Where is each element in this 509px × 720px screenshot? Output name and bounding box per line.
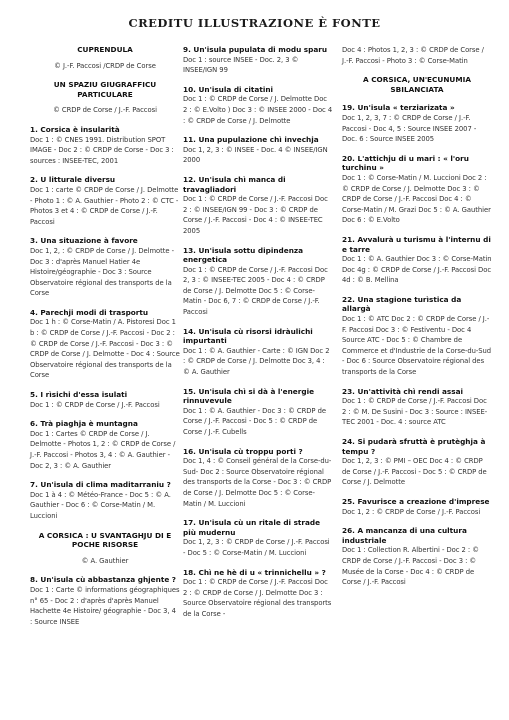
entry-credits: Doc 1 : © CRDP de Corse / J. Delmotte Doc 2 : © E.Volto ) Doc 3 : © INSEE 2000 - Doc 4 : © CRDP de Corse / J. Delmotte (183, 95, 333, 125)
entry-credits: Doc 1 : © CRDP de Corse / J.-F. Paccosi (30, 400, 160, 409)
entry-credits: Doc 1 : carte © CRDP de Corse / J. Delmotte - Photo 1 : © A. Gauthier - Photo 2 : © CTC - Photos 3 et 4 : © CRDP de Corse / J.-F. Paccosi (30, 185, 179, 226)
credit-entry (30, 419, 180, 471)
credit-entry (30, 175, 180, 227)
credit-entry (342, 45, 492, 66)
entry-credits: Doc 1 à 4 : © Météo-France - Doc 5 : © A. Gauthier - Doc 6 : © Corse-Matin / M. Luccioni (30, 490, 171, 520)
entry-credits: Doc 1, 2, 3, 7 : © CRDP de Corse / J.-F. Paccosi - Doc 4, 5 : Source INSEE 2007 - Doc. 6 : Source INSEE 2005 (342, 113, 477, 144)
entry-credits: Doc 1, 2, 3 : © PMI – OEC Doc 4 : © CRDP de Corse / J.-F. Paccosi - Doc 5 : © CRDP de Corse / J. Delmotte (342, 457, 487, 487)
entry-credits: Doc 1 : © CRDP de Corse / J.-F. Paccosi Doc 2 : © INSEE/IGN 99 - Doc 3 : © CRDP de Corse / J.-F. Paccosi - Doc 4 : © INSEE-TEC 2005 (183, 195, 328, 235)
entry-credits: Doc 1 : © CRDP de Corse / J.-F. Paccosi Doc 2, 3 : © INSEE-TEC 2005 - Doc 4 : © CRDP de Corse / J. Delmotte Doc 5 : © Corse-Matin - Doc 6, 7 : © CRDP de Corse / J.-F. Paccosi (183, 265, 328, 317)
credit-entry (342, 387, 492, 428)
credit-entry (342, 75, 492, 94)
credit-entry (183, 387, 333, 438)
credit-entry (342, 235, 492, 286)
entry-heading: 26. A mancanza di una cultura industriale (342, 526, 467, 545)
entry-credits: Doc 1 : source INSEE - Doc. 2, 3 © INSEE/IGN 99 (183, 55, 299, 75)
entry-credits: © J.-F. Paccosi /CRDP de Corse (54, 61, 156, 70)
credit-entry (30, 45, 180, 71)
column-3 (342, 45, 492, 597)
entry-heading: 16. Un'isula cù troppu porti ? (183, 446, 303, 456)
entry-heading: 10. Un'isula di citatini (183, 84, 274, 94)
entry-credits: Doc 1, 2 : © CRDP de Corse / J.-F. Paccosi (342, 507, 481, 516)
credit-entry (30, 480, 180, 521)
credit-entry (30, 236, 180, 299)
credit-entry (30, 531, 180, 567)
credit-entry (342, 526, 492, 588)
entry-heading: 23. Un'attività chì rendi assai (342, 386, 464, 396)
entry-heading: 15. Un'isula chì si dà à l'energie rinnuvevule (183, 386, 315, 406)
credit-entry (30, 308, 180, 381)
credit-entry (183, 447, 333, 510)
page-title: CREDITU ILLUSTRAZIONE È FONTE (128, 16, 381, 30)
credit-entry (183, 175, 333, 237)
entry-credits: Doc 1 : © A. Gauthier - Carte : © IGN Doc 2 : © CRDP de Corse / J. Delmotte Doc 3, 4 : © A. Gauthier (183, 346, 330, 377)
entry-heading: 9. Un'isula pupulata di modu sparu (183, 45, 328, 54)
credit-entry (183, 135, 333, 166)
entry-heading: 3. Una situazione à favore (30, 236, 138, 246)
entry-heading: 25. Favurisce a creazione d'imprese (342, 496, 490, 506)
section-heading: A CORSICA : U SVANTAGHJU DI E POCHE RISORSE (38, 530, 172, 550)
section-heading: A CORSICA, UN'ECUNUMIA SBILANCIATA (363, 75, 471, 94)
entry-credits: Doc 1, 2, 3 : © CRDP de Corse / J.-F. Paccosi - Doc 5 : © Corse-Matin / M. Luccioni (183, 538, 330, 557)
credit-entry (342, 437, 492, 488)
entry-heading: 12. Un'isula chì manca di travagliadori (183, 174, 286, 194)
entry-credits: Doc 1 : © A. Gauthier - Doc 3 : © CRDP de Corse / J.-F. Paccosi - Doc 5 : © CRDP de Corse / J.-F. Cubells (183, 406, 326, 436)
entry-credits: Doc 1 : © Corse-Matin / M. Luccioni Doc 2 : © CRDP de Corse / J. Delmotte Doc 3 : © CRDP de Corse / J.-F. Paccosi Doc 4 : © Corse-Matin / M. Grazi Doc 5 : © A. Gauthier Doc 6 : © E.Volto (342, 173, 491, 225)
entry-heading: 7. Un'isula di clima maditarraniu ? (30, 480, 171, 490)
credit-entry (342, 103, 492, 144)
entry-heading: 22. Una stagione turìstica da allargà (342, 294, 462, 314)
column-1 (30, 45, 180, 636)
credit-entry (30, 125, 180, 166)
entry-heading: 14. Un'isula cù risorsi idràulichi impurtanti (183, 326, 313, 346)
credit-entry (30, 575, 180, 627)
entry-heading: 2. U litturale diversu (30, 175, 116, 185)
entry-heading: 17. Un'isula cù un ritale di strade più mudernu (183, 518, 321, 537)
credit-entry (183, 518, 333, 558)
entry-heading: 20. L'attichju di u mari : « l'oru turchinu » (342, 153, 469, 173)
entry-credits: Doc 1, 4 : © Conseil général de la Corse-du-Sud- Doc 2 : Source Observatoire régional des transports de la Corse - Doc 3 : © CRDP de Corse / J. Delmotte Doc 5 : © Corse-Matin / M. Luccioni (183, 457, 332, 508)
entry-credits: Doc 1 : © ATC Doc 2 : © CRDP de Corse / J.-F. Paccosi Doc 3 : © Festiventu - Doc 4 Source ATC - Doc 5 : © Chambre de Commerce et d'Industrie de la Corse-du-Sud - Doc 6 : Source Observatoire régional des transports de la Corse (342, 315, 492, 377)
entry-heading: 24. Si pudarà sfruttà è prutèghja à tempu ? (342, 437, 486, 456)
entry-credits: Doc 1 : Cartes © CRDP de Corse / J. Delmotte - Photos 1, 2 : © CRDP de Corse / J.-F. Paccosi - Photos 3, 4 : © A. Gauthier - Doc 2, 3 : © A. Gauthier (30, 429, 176, 470)
entry-credits: Doc 1 h : © Corse-Matin / A. Pistoresi Doc 1 b : © CRDP de Corse / J.-F. Paccosi - Doc 2 : © CRDP de Corse / J.-F. Paccosi - Doc 3 : © CRDP de Corse / J. Delmotte - Doc 4 : Source Observatoire régional des transports de la Corse (30, 318, 180, 380)
credit-entry (30, 80, 180, 116)
entry-credits: © A. Gauthier (81, 556, 129, 565)
credit-entry (183, 327, 333, 378)
entry-credits: Doc 1 : © A. Gauthier Doc 3 : © Corse-Matin Doc 4g : © CRDP de Corse / J.-F. Paccosi Doc 4d : © B. Mellina (342, 255, 492, 285)
credit-entry (342, 497, 492, 517)
column-2 (183, 45, 333, 629)
entry-heading: 5. I rìsichi d'essa isulati (30, 390, 128, 400)
entry-heading: 11. Una pupulazione chì invechja (183, 135, 319, 145)
entry-credits: Doc 4 : Photos 1, 2, 3 : © CRDP de Corse / J.-F. Paccosi - Photo 3 : © Corse-Matin (342, 46, 484, 65)
credit-entry (342, 154, 492, 226)
entry-credits: Doc 1 : Carte © informations géographiques n° 65 - Doc 2 : d'après d'après Manuel Hachette 4e Histoire/ géographie - Doc 3, 4 : Source INSEE (30, 585, 180, 626)
section-heading: UN SPAZIU GIUGRAFFICU PARTICULARE (53, 80, 157, 99)
entry-credits: Doc 1 : © CNES 1991. Distribution SPOT IMAGE - Doc 2 : © CRDP de Corse - Doc 3 : sources : INSEE-TEC, 2001 (30, 135, 174, 165)
entry-heading: 8. Un'isula cù abbastanza ghjente ? (30, 575, 177, 585)
entry-credits: Doc 1 : © CRDP de Corse / J.-F. Paccosi Doc 2 : © M. De Susini - Doc 3 : Source : INSEE-TEC 2001 - Doc. 4 : source ATC (342, 397, 488, 427)
entry-heading: 19. Un'isula « terziarizata » (342, 103, 455, 113)
entry-credits: Doc 1 : Collection R. Albertini - Doc 2 : © CRDP de Corse / J.-F. Paccosi - Doc 3 : © Musée de la Corse - Doc 4 : © CRDP de Corse / J.-F. Paccosi (342, 546, 480, 587)
entry-heading: 18. Chì ne hè di u « trinnichellu » ? (183, 567, 326, 577)
entry-heading: 6. Trà piaghja è muntagna (30, 419, 138, 429)
entry-heading: 21. Avvalurà u turismu à l'internu di e tarre (342, 234, 491, 254)
entry-credits: © CRDP de Corse / J.-F. Paccosi (53, 106, 157, 115)
entry-credits: Doc 1 : © CRDP de Corse / J.-F. Paccosi Doc 2 : © CRDP de Corse / J. Delmotte Doc 3 : Source Observatoire régional des transports de la Corse - (183, 578, 332, 618)
section-heading: CUPRENDULA (77, 45, 133, 54)
credit-entry (183, 568, 333, 620)
entry-credits: Doc 1, 2, 3 : © INSEE - Doc. 4 © INSEE/IGN 2000 (183, 145, 328, 165)
entry-heading: 1. Corsica è insularità (30, 124, 120, 134)
entry-heading: 13. Un'isula sottu dipindenza energetica (183, 245, 304, 265)
credit-entry (183, 45, 333, 76)
credit-entry (183, 85, 333, 126)
entry-heading: 4. Parechji modi di trasportu (30, 307, 149, 317)
credit-entry (342, 295, 492, 378)
credit-entry (30, 390, 180, 410)
credit-entry (183, 246, 333, 318)
entry-credits: Doc 1, 2, : © CRDP de Corse / J. Delmotte - Doc 3 : d'après Manuel Hatier 4e Histoire/géographie - Doc 3 : Source Observatoire régional des transports de la Corse (30, 246, 175, 298)
